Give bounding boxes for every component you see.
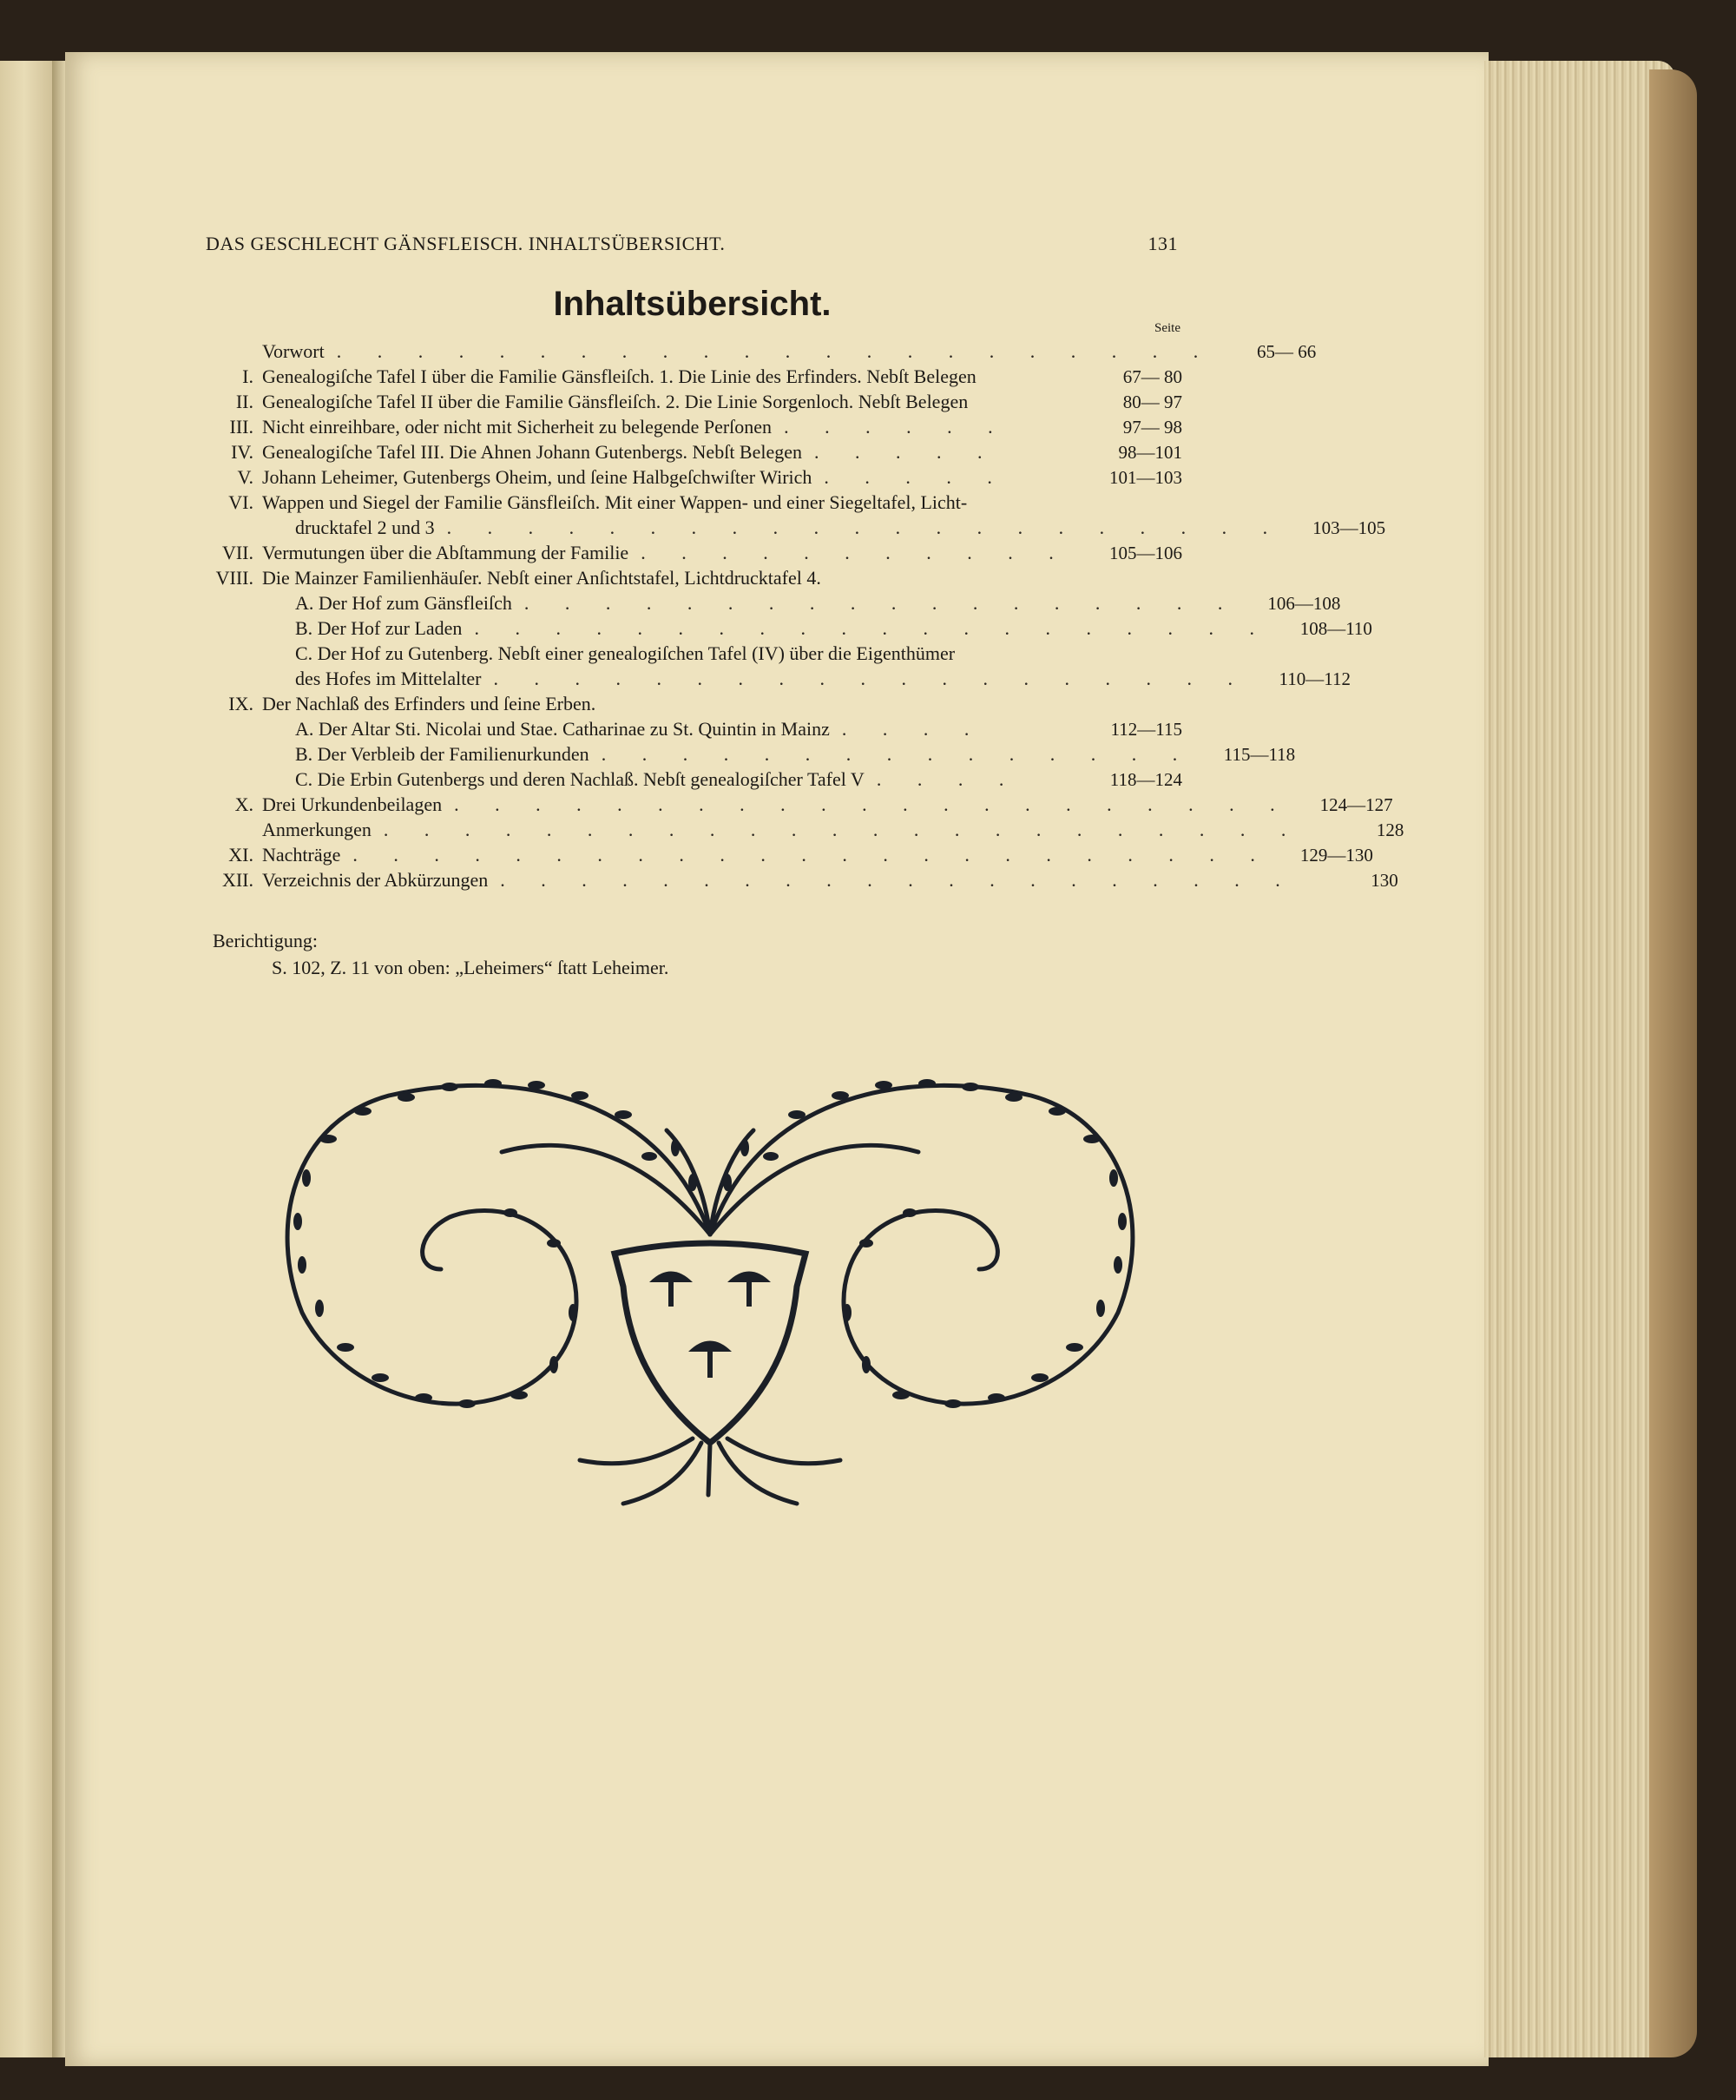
toc-entry-title: Drei Urkundenbeilagen bbox=[262, 793, 443, 815]
toc-entry-title: C. Die Erbin Gutenbergs und deren Nachlaß. Nebſt genealogiſcher Tafel V bbox=[295, 768, 865, 790]
toc-entry bbox=[193, 389, 1182, 414]
toc-entry-pages: 80— 97 bbox=[1122, 392, 1182, 412]
toc-entry-title: Genealogiſche Tafel II über die Familie Gänsfleiſch. 2. Die Linie Sorgenloch. Nebſt Belegen bbox=[262, 391, 969, 412]
toc-entry-pages: 65— 66 bbox=[1256, 341, 1317, 362]
toc-entry bbox=[193, 767, 1182, 792]
toc-entry bbox=[193, 741, 1296, 767]
toc-entry-title: Johann Leheimer, Gutenbergs Oheim, und ſeine Halbgeſchwiſter Wirich bbox=[262, 466, 812, 488]
toc-entry-pages: 115—118 bbox=[1223, 744, 1296, 765]
toc-entry-pages: 97— 98 bbox=[1122, 417, 1182, 438]
toc-entry-number: XII. bbox=[221, 869, 253, 891]
toc-entry-number: I. bbox=[242, 365, 253, 387]
toc-entry bbox=[193, 565, 1182, 590]
toc-entry-pages: 112—115 bbox=[1110, 719, 1182, 740]
toc-entry-pages: 105—106 bbox=[1109, 543, 1182, 563]
errata bbox=[213, 927, 994, 981]
toc-entry-leader-dots: . . . . bbox=[876, 768, 1020, 790]
toc-entry-leader-dots: . . . . bbox=[841, 718, 985, 740]
toc-entry bbox=[193, 364, 1182, 389]
toc-entry-number: VI. bbox=[228, 491, 253, 513]
toc-entry-pages: 101—103 bbox=[1109, 467, 1182, 488]
toc-entry-title: C. Der Hof zu Gutenberg. Nebſt einer genealogiſchen Tafel (IV) über die Eigenthümer bbox=[295, 642, 956, 664]
toc-entry-number: V. bbox=[237, 466, 253, 488]
book-cover-edge bbox=[1649, 69, 1697, 2057]
page-title: Inhaltsübersicht. bbox=[553, 285, 832, 323]
toc-entry-pages: 110—112 bbox=[1279, 668, 1351, 689]
toc-entry-title: Wappen und Siegel der Familie Gänsfleiſch. Mit einer Wappen- und einer Siegeltafel, Licht- bbox=[262, 491, 968, 513]
toc-entry bbox=[193, 691, 1182, 716]
toc-entry-leader-dots: . . . . . . . . . . . . . . . . . . . bbox=[493, 668, 1248, 689]
toc-entry-leader-dots: . . . . . . . . . . . . . . . . . . bbox=[523, 592, 1239, 614]
toc-entry bbox=[193, 540, 1182, 565]
toc-entry-number: IV. bbox=[231, 441, 253, 463]
toc-entry-title: drucktafel 2 und 3 bbox=[295, 517, 435, 538]
toc-entry bbox=[193, 339, 1317, 364]
toc-entry-pages: 103—105 bbox=[1312, 517, 1386, 538]
toc-entry-pages: 129—130 bbox=[1299, 845, 1373, 866]
toc-entry-pages: 130 bbox=[1371, 870, 1398, 891]
toc-entry-number: XI. bbox=[228, 844, 253, 866]
toc-entry-title: Genealogiſche Tafel III. Die Ahnen Johann Gutenbergs. Nebſt Belegen bbox=[262, 441, 803, 463]
toc-entry-title: A. Der Altar Sti. Nicolai und Stae. Catharinae zu St. Quintin in Mainz bbox=[295, 718, 830, 740]
toc-entry bbox=[193, 490, 1182, 515]
toc-entry-number: VII. bbox=[221, 542, 253, 563]
toc-entry-title: Anmerkungen bbox=[262, 819, 372, 840]
running-head bbox=[206, 233, 1178, 255]
toc-entry-title: Nicht einreihbare, oder nicht mit Sicherheit zu belegende Perſonen bbox=[262, 416, 773, 438]
toc-entry-leader-dots: . . . . . . . . . . . . . . . . . . . . bbox=[500, 869, 1296, 891]
toc-entry-leader-dots: . . . . . . . . . . . . . . . . . . . . bbox=[474, 617, 1270, 639]
toc-entry bbox=[193, 464, 1182, 490]
toc-entry bbox=[193, 414, 1182, 439]
toc-entry-leader-dots: . . . . . . . . . . . . . . . . . . . . . . . bbox=[352, 844, 1271, 866]
toc-entry-pages: 106—108 bbox=[1267, 593, 1341, 614]
toc-entry bbox=[193, 590, 1341, 616]
toc-entry bbox=[193, 439, 1182, 464]
toc-entry-pages: 67— 80 bbox=[1122, 366, 1183, 387]
toc-entry-title: Der Nachlaß des Erfinders und ſeine Erben. bbox=[262, 693, 596, 714]
toc-entry bbox=[193, 515, 1386, 540]
toc-entry-title: Die Mainzer Familienhäuſer. Nebſt einer Anſichtstafel, Lichtdrucktafel 4. bbox=[262, 567, 821, 589]
toc-entry-leader-dots: . . . . . . . . . . . bbox=[641, 542, 1069, 563]
errata-text: S. 102, Z. 11 von oben: „Leheimers“ ſtatt Leheimer. bbox=[272, 957, 669, 978]
toc-entry-title: Verzeichnis der Abkürzungen bbox=[262, 869, 489, 891]
toc-entry-leader-dots: . . . . . bbox=[824, 466, 1008, 488]
toc-entry-title: Nachträge bbox=[262, 844, 341, 866]
toc-entry-number: X. bbox=[234, 793, 253, 815]
toc-entry bbox=[193, 716, 1182, 741]
gaensfleisch-coat-of-arms-vignette-icon bbox=[276, 1052, 1144, 1530]
toc-entry-title: Genealogiſche Tafel I über die Familie Gänsfleiſch. 1. Die Linie des Erfinders. Nebſt Belegen bbox=[262, 365, 976, 387]
toc-entry bbox=[193, 666, 1351, 691]
toc-entry-pages: 118—124 bbox=[1109, 769, 1182, 790]
seite-column-label: Seite bbox=[1154, 321, 1180, 335]
toc-entry bbox=[193, 616, 1372, 641]
toc-entry-leader-dots: . . . . . . . . . . . . . . . . . . . . . bbox=[446, 517, 1284, 538]
toc-entry-leader-dots: . . . . . . . . . . . . . . . . . . . . . bbox=[454, 793, 1291, 815]
toc-entry-leader-dots: . . . . . . . . . . . . . . . bbox=[601, 743, 1194, 765]
toc-entry-number: IX. bbox=[228, 693, 253, 714]
toc-entry-number: II. bbox=[235, 391, 253, 412]
toc-entry bbox=[193, 641, 1182, 666]
page-number: 131 bbox=[1147, 233, 1178, 254]
toc-entry-title: A. Der Hof zum Gänsfleiſch bbox=[295, 592, 512, 614]
toc-entry-number: III. bbox=[229, 416, 253, 438]
toc-entry-pages: 128 bbox=[1376, 820, 1404, 840]
errata-label: Berichtigung: bbox=[213, 930, 318, 951]
toc-entry-title: des Hofes im Mittelalter bbox=[295, 668, 482, 689]
toc-entry bbox=[193, 817, 1404, 842]
toc-entry-leader-dots: . . . . . . . . . . . . . . . . . . . . . . bbox=[336, 340, 1214, 362]
toc-entry-pages: 124—127 bbox=[1319, 794, 1393, 815]
toc-entry-pages: 108—110 bbox=[1299, 618, 1372, 639]
table-of-contents bbox=[193, 339, 1404, 892]
toc-entry bbox=[193, 842, 1373, 867]
toc-entry bbox=[193, 792, 1393, 817]
running-head-title: DAS GESCHLECHT GÄNSFLEISCH. INHALTSÜBERSICHT. bbox=[206, 233, 726, 254]
toc-entry-leader-dots: . . . . . . . . . . . . . . . . . . . . . . . bbox=[383, 819, 1302, 840]
toc-entry bbox=[193, 867, 1398, 892]
toc-entry-title: B. Der Hof zur Laden bbox=[295, 617, 463, 639]
toc-entry-title: Vorwort bbox=[262, 340, 325, 362]
toc-entry-number: VIII. bbox=[215, 567, 253, 589]
toc-entry-title: B. Der Verbleib der Familienurkunden bbox=[295, 743, 589, 765]
toc-entry-leader-dots: . . . . . bbox=[814, 441, 998, 463]
toc-entry-title: Vermutungen über die Abſtammung der Familie bbox=[262, 542, 629, 563]
page-edges bbox=[1484, 61, 1675, 2057]
toc-entry-leader-dots: . . . . . . bbox=[784, 416, 1009, 438]
toc-entry-pages: 98—101 bbox=[1118, 442, 1182, 463]
